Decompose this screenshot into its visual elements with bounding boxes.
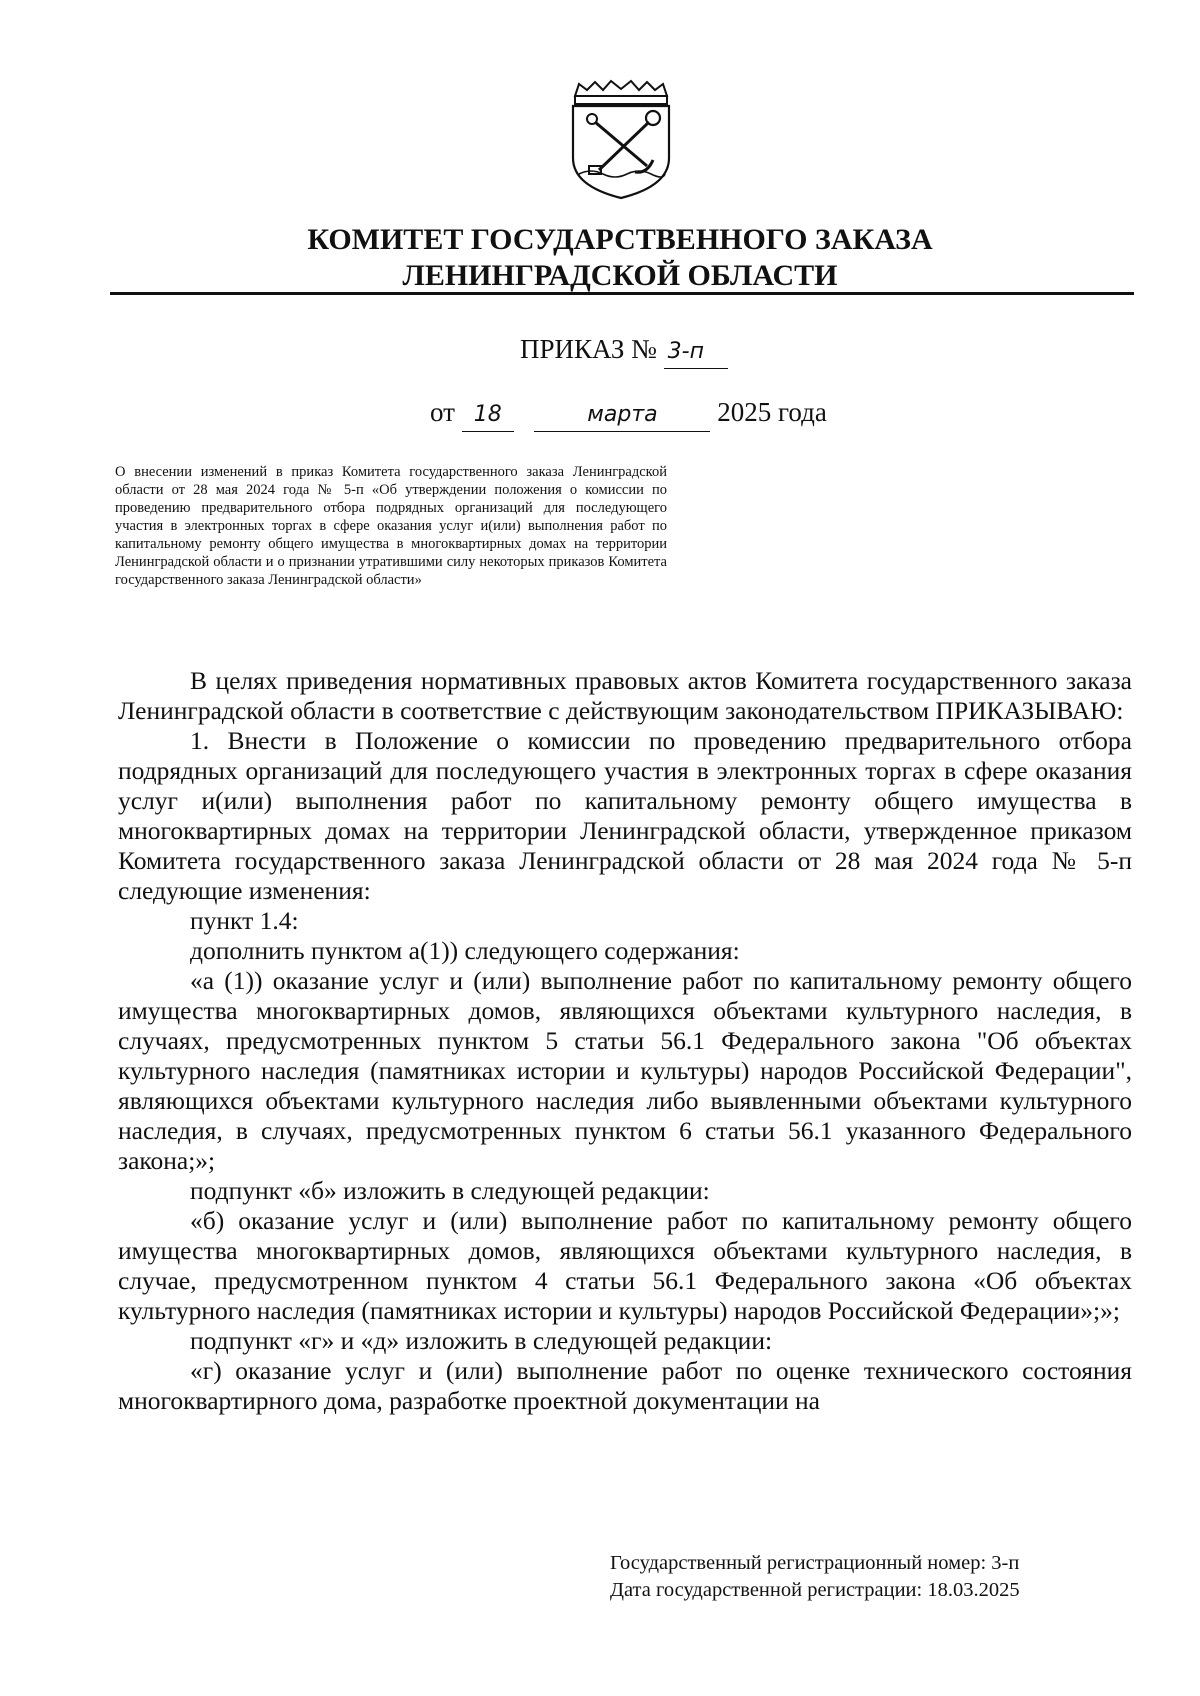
body-paragraph: подпункт «г» и «д» изложить в следующей редакции: (190, 1326, 773, 1355)
registration-stamp (610, 1550, 1020, 1604)
preamble-text: В целях приведения нормативных правовых актов Комитета государственного заказа Ленинградской области в соответствие с действующим законодательством (118, 666, 1132, 725)
order-number-handwritten: 3-п (664, 336, 728, 369)
body-paragraph: «а (1)) оказание услуг и (или) выполнение работ по капитальному ремонту общего имущества многоквартирных домов, являющихся объектами культурного наследия, в случаях, предусмотренных пунктом 5 статьи 56.1 Федерального закона "Об объектах культурного наследия (памятниках истории и культуры) народов Российской Федерации", являющихся объектами культурного наследия либо выявленными объектами культурного наследия, в случаях, предусмотренных пунктом 6 статьи 56.1 указанного Федерального закона;»; (118, 966, 1132, 1175)
registration-number: Государственный регистрационный номер: 3-п (610, 1552, 1020, 1574)
date-day-handwritten: 18 (462, 399, 514, 432)
order-title (520, 333, 728, 369)
order-subject: О внесении изменений в приказ Комитета государственного заказа Ленинградской области от 28 мая 2024 года № 5-п «Об утверждении положения о комиссии по проведению предварительного отбора подрядных организаций для последующего участия в электронных торгах в сфере оказания услуг и(или) выполнения работ по капитальному ремонту общего имущества в многоквартирных домах на территории Ленинградской области и о признании утратившими силу некоторых приказов Комитета государственного заказа Ленинградской области» (115, 464, 667, 588)
body-paragraph: пункт 1.4: (190, 906, 299, 935)
order-body (118, 666, 1132, 1416)
order-word: ПРИКАЗЫВАЮ: (935, 696, 1124, 725)
org-title-line-1: КОМИТЕТ ГОСУДАРСТВЕННОГО ЗАКАЗА (307, 223, 933, 256)
org-title-line-2: ЛЕНИНГРАДСКОЙ ОБЛАСТИ (402, 259, 838, 292)
date-month-handwritten: марта (534, 399, 710, 432)
date-prefix: от (430, 397, 455, 427)
body-paragraph: дополнить пунктом а(1)) следующего содержания: (190, 936, 740, 965)
organization-title (120, 222, 1120, 294)
body-paragraph: «б) оказание услуг и (или) выполнение работ по капитальному ремонту общего имущества многоквартирных домов, являющихся объектами культурного наследия, в случае, предусмотренном пунктом 4 статьи 56.1 Федерального закона «Об объектах культурного наследия (памятниках истории и культуры) народов Российской Федерации»;»; (118, 1206, 1132, 1325)
body-paragraph: 1. Внести в Положение о комиссии по проведению предварительного отбора подрядных организаций для последующего участия в электронных торгах в сфере оказания услуг и(или) выполнения работ по капитальному ремонту общего имущества в многоквартирных домах на территории Ленинградской области, утвержденное приказом Комитета государственного заказа Ленинградской области от 28 мая 2024 года № 5-п следующие изменения: (118, 726, 1132, 905)
coat-of-arms-icon (565, 78, 677, 200)
order-title-prefix: ПРИКАЗ № (520, 334, 657, 364)
order-date (430, 396, 827, 432)
preamble-paragraph (118, 666, 1132, 726)
header-divider (110, 292, 1134, 295)
registration-date: Дата государственной регистрации: 18.03.2025 (610, 1579, 1020, 1601)
date-year: 2025 года (717, 397, 827, 427)
body-paragraph: подпункт «б» изложить в следующей редакции: (190, 1176, 710, 1205)
body-paragraph: «г) оказание услуг и (или) выполнение работ по оценке технического состояния многоквартирного дома, разработке проектной документации на (118, 1356, 1132, 1415)
coat-of-arms-emblem (565, 78, 677, 200)
